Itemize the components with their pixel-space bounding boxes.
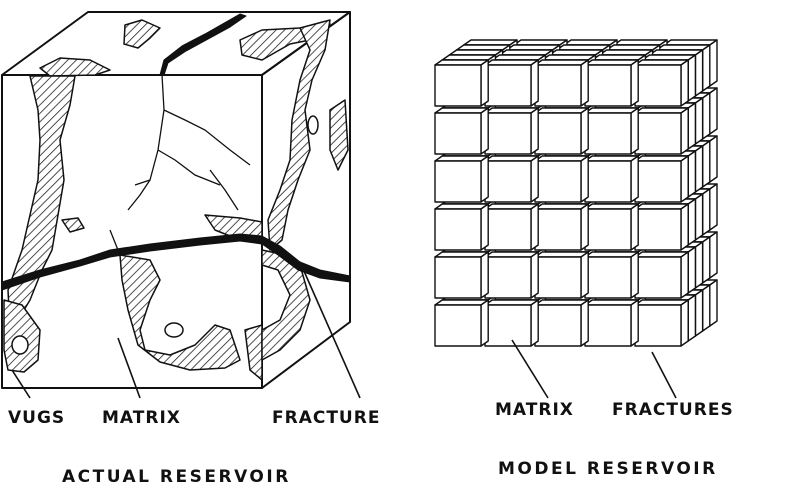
matrix-block-top — [485, 156, 538, 161]
matrix-block-side — [688, 199, 695, 245]
matrix-block-side — [710, 184, 717, 230]
matrix-block-top — [585, 300, 638, 305]
matrix-block — [585, 305, 631, 346]
matrix-block — [635, 113, 681, 154]
matrix-block — [485, 305, 531, 346]
matrix-block-side — [631, 108, 638, 154]
matrix-block-top — [564, 40, 617, 45]
label-fracture: FRACTURE — [272, 408, 381, 428]
matrix-block-side — [710, 136, 717, 182]
matrix-block-side — [703, 45, 710, 91]
matrix-block-side — [695, 146, 702, 192]
matrix-block — [435, 113, 481, 154]
matrix-block — [535, 161, 581, 202]
label-matrix-actual: MATRIX — [102, 408, 181, 428]
matrix-block-side — [481, 204, 488, 250]
matrix-block-side — [481, 300, 488, 346]
matrix-block-top — [635, 300, 688, 305]
matrix-block-side — [481, 156, 488, 202]
matrix-block-side — [703, 93, 710, 139]
matrix-block-top — [649, 50, 702, 55]
matrix-block — [535, 113, 581, 154]
matrix-block-side — [681, 60, 688, 106]
matrix-leader-model — [512, 340, 548, 398]
matrix-block-top — [535, 252, 588, 257]
matrix-block-top — [457, 45, 510, 50]
matrix-block-side — [581, 300, 588, 346]
matrix-block — [535, 305, 581, 346]
matrix-block-side — [703, 141, 710, 187]
matrix-block-side — [481, 252, 488, 298]
matrix-block-side — [688, 247, 695, 293]
matrix-block-top — [485, 300, 538, 305]
matrix-block-side — [710, 232, 717, 278]
matrix-block-side — [703, 285, 710, 331]
matrix-block-top — [535, 204, 588, 209]
matrix-block-side — [703, 237, 710, 283]
matrix-block-top — [585, 156, 638, 161]
matrix-block-top — [664, 40, 717, 45]
matrix-block-top — [535, 108, 588, 113]
matrix-block-top — [642, 55, 695, 60]
matrix-block-top — [557, 45, 610, 50]
matrix-block — [585, 65, 631, 106]
matrix-block — [585, 161, 631, 202]
fractures-leader — [652, 352, 676, 398]
matrix-block — [535, 65, 581, 106]
matrix-block-top — [435, 108, 488, 113]
matrix-block-top — [635, 156, 688, 161]
matrix-block — [635, 257, 681, 298]
matrix-block-top — [435, 300, 488, 305]
label-vugs: VUGS — [8, 408, 66, 428]
matrix-block — [485, 209, 531, 250]
matrix-block — [635, 209, 681, 250]
matrix-block-side — [695, 194, 702, 240]
matrix-block-side — [631, 252, 638, 298]
matrix-block — [535, 257, 581, 298]
vug-hole-1 — [165, 323, 183, 337]
matrix-block-top — [485, 204, 538, 209]
matrix-block-side — [531, 60, 538, 106]
label-matrix-model: MATRIX — [495, 400, 574, 420]
matrix-block — [535, 209, 581, 250]
matrix-block-top — [592, 55, 645, 60]
matrix-block-top — [485, 60, 538, 65]
matrix-block-side — [681, 108, 688, 154]
matrix-block-side — [531, 156, 538, 202]
matrix-block-top — [635, 252, 688, 257]
matrix-block — [635, 305, 681, 346]
matrix-block-side — [631, 60, 638, 106]
vug-hole-3 — [308, 116, 318, 134]
matrix-block-side — [710, 88, 717, 134]
vug-hole-2 — [12, 336, 28, 354]
matrix-block-side — [710, 40, 717, 86]
matrix-block-top — [507, 45, 560, 50]
matrix-block-side — [531, 300, 538, 346]
label-fractures: FRACTURES — [612, 400, 734, 420]
matrix-block — [635, 65, 681, 106]
matrix-block-side — [531, 252, 538, 298]
matrix-block-top — [585, 108, 638, 113]
matrix-block-top — [464, 40, 517, 45]
matrix-block-side — [581, 108, 588, 154]
matrix-block-side — [681, 156, 688, 202]
matrix-block-side — [710, 280, 717, 326]
matrix-block-top — [614, 40, 667, 45]
matrix-block-side — [695, 50, 702, 96]
matrix-block-side — [688, 295, 695, 341]
matrix-block-side — [631, 300, 638, 346]
matrix-block — [585, 113, 631, 154]
matrix-block-top — [449, 50, 502, 55]
matrix-block-top — [535, 300, 588, 305]
matrix-block-top — [499, 50, 552, 55]
matrix-block — [485, 113, 531, 154]
matrix-block-top — [635, 204, 688, 209]
matrix-block-side — [631, 156, 638, 202]
matrix-block-top — [485, 252, 538, 257]
matrix-block-side — [481, 60, 488, 106]
matrix-block — [435, 257, 481, 298]
matrix-block-top — [435, 204, 488, 209]
matrix-block — [435, 161, 481, 202]
matrix-block-top — [485, 108, 538, 113]
matrix-block — [635, 161, 681, 202]
matrix-block-side — [581, 156, 588, 202]
matrix-block — [485, 161, 531, 202]
caption-actual: ACTUAL RESERVOIR — [62, 467, 291, 487]
matrix-block-top — [635, 60, 688, 65]
matrix-block-top — [607, 45, 660, 50]
matrix-block-top — [442, 55, 495, 60]
matrix-block — [435, 65, 481, 106]
matrix-block-side — [688, 103, 695, 149]
matrix-block-top — [585, 204, 638, 209]
matrix-block-top — [435, 60, 488, 65]
matrix-block-top — [549, 50, 602, 55]
matrix-block — [585, 257, 631, 298]
matrix-block-top — [514, 40, 567, 45]
matrix-block-side — [681, 204, 688, 250]
matrix-block-top — [635, 108, 688, 113]
matrix-block-top — [657, 45, 710, 50]
matrix-block — [435, 305, 481, 346]
matrix-block-top — [585, 60, 638, 65]
matrix-block-side — [688, 151, 695, 197]
matrix-block-side — [703, 189, 710, 235]
matrix-block-side — [695, 242, 702, 288]
matrix-block-top — [535, 156, 588, 161]
model-reservoir-grid — [435, 40, 717, 346]
matrix-block-side — [688, 55, 695, 101]
matrix-block-top — [435, 156, 488, 161]
matrix-block-side — [481, 108, 488, 154]
matrix-block-side — [631, 204, 638, 250]
matrix-block-side — [581, 60, 588, 106]
matrix-block-side — [531, 108, 538, 154]
matrix-block-top — [542, 55, 595, 60]
matrix-block-side — [531, 204, 538, 250]
matrix-block — [435, 209, 481, 250]
matrix-block-side — [581, 252, 588, 298]
matrix-block-side — [695, 98, 702, 144]
matrix-block-top — [585, 252, 638, 257]
matrix-block — [485, 257, 531, 298]
matrix-block-side — [581, 204, 588, 250]
matrix-block-top — [535, 60, 588, 65]
caption-model: MODEL RESERVOIR — [498, 459, 718, 479]
matrix-block-top — [435, 252, 488, 257]
matrix-block — [585, 209, 631, 250]
matrix-block-side — [681, 252, 688, 298]
matrix-block-side — [695, 290, 702, 336]
matrix-block — [485, 65, 531, 106]
matrix-block-top — [492, 55, 545, 60]
matrix-block-side — [681, 300, 688, 346]
matrix-block-top — [599, 50, 652, 55]
